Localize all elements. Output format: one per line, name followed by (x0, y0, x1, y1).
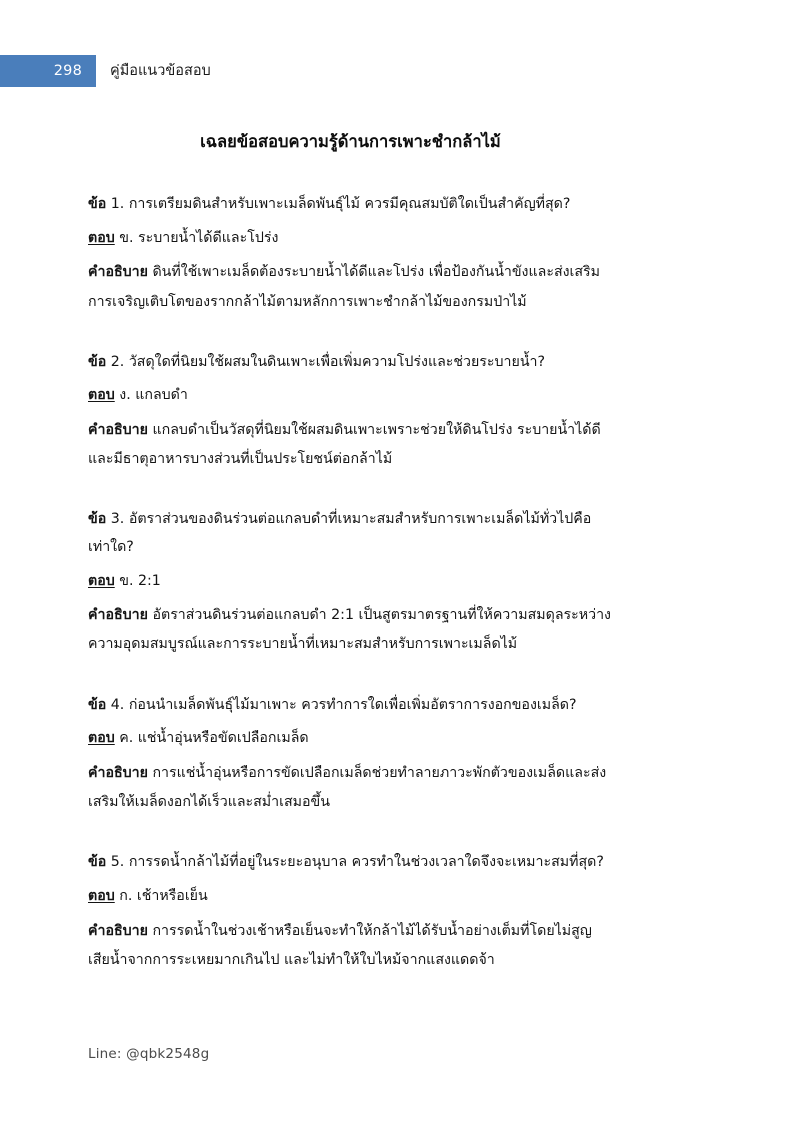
explanation-text: แกลบดำเป็นวัสดุที่นิยมใช้ผสมดินเพาะเพราะช่วยให้ดินโปร่ง ระบายน้ำได้ดี และมีธาตุอาหารบางส่วนที่เป็นประโยชน์ต่อกล้าไม้ (88, 422, 601, 468)
qa-item (88, 506, 613, 659)
answer-label: ตอบ (88, 887, 115, 904)
question-line (88, 349, 613, 377)
explanation-text: การแช่น้ำอุ่นหรือการขัดเปลือกเมล็ดช่วยทำลายภาวะพักตัวของเมล็ดและส่งเสริมให้เมล็ดงอกได้เร็วและสม่ำเสมอขึ้น (88, 764, 607, 811)
question-number: 4. (110, 696, 125, 713)
question-text: อัตราส่วนของดินร่วนต่อแกลบดำที่เหมาะสมสำหรับการเพาะเมล็ดไม้ทั่วไปคือเท่าใด? (88, 511, 592, 555)
answer-text: ค. แช่น้ำอุ่นหรือขัดเปลือกเมล็ด (119, 730, 309, 747)
answer-text: ข. 2:1 (119, 572, 161, 589)
explanation-label: คำอธิบาย (88, 422, 148, 439)
explanation-line (88, 917, 613, 975)
question-number: 5. (110, 854, 125, 871)
answer-label: ตอบ (88, 572, 115, 589)
page-running-header (0, 55, 794, 87)
explanation-text: ดินที่ใช้เพาะเมล็ดต้องระบายน้ำได้ดีและโปร่ง เพื่อป้องกันน้ำขังและส่งเสริมการเจริญเติบโตของรากกล้าไม้ตามหลักการเพาะชำกล้าไม้ของกรมป่าไม้ (88, 264, 601, 310)
answer-line (88, 568, 613, 596)
explanation-label: คำอธิบาย (88, 264, 148, 281)
question-label: ข้อ (88, 196, 107, 213)
answer-label: ตอบ (88, 229, 115, 246)
footer-contact: Line: @qbk2548g (88, 1046, 210, 1062)
page-content (88, 130, 613, 975)
page-number: 298 (53, 62, 82, 79)
explanation-line (88, 601, 613, 659)
explanation-line (88, 416, 613, 474)
question-line (88, 849, 613, 877)
question-label: ข้อ (88, 854, 107, 871)
answer-text: ก. เช้าหรือเย็น (119, 887, 208, 904)
explanation-line (88, 258, 613, 316)
page-title: เฉลยข้อสอบความรู้ด้านการเพาะชำกล้าไม้ (200, 132, 501, 151)
answer-line (88, 382, 613, 410)
question-number: 2. (110, 353, 125, 370)
answer-line (88, 725, 613, 753)
question-line (88, 191, 613, 219)
qa-item (88, 349, 613, 475)
answer-line (88, 225, 613, 253)
answer-line (88, 883, 613, 911)
question-text: การรดน้ำกล้าไม้ที่อยู่ในระยะอนุบาล ควรทำในช่วงเวลาใดจึงจะเหมาะสมที่สุด? (128, 854, 604, 871)
question-label: ข้อ (88, 511, 107, 528)
explanation-label: คำอธิบาย (88, 764, 148, 781)
qa-item (88, 692, 613, 818)
question-answer-list (88, 191, 613, 975)
explanation-label: คำอธิบาย (88, 607, 148, 624)
question-text: วัสดุใดที่นิยมใช้ผสมในดินเพาะเพื่อเพิ่มความโปร่งและช่วยระบายน้ำ? (128, 353, 546, 370)
header-book-title: คู่มือแนวข้อสอบ (110, 62, 211, 79)
explanation-label: คำอธิบาย (88, 922, 148, 939)
question-line (88, 692, 613, 720)
answer-text: ข. ระบายน้ำได้ดีและโปร่ง (119, 229, 279, 246)
question-text: ก่อนนำเมล็ดพันธุ์ไม้มาเพาะ ควรทำการใดเพื่อเพิ่มอัตราการงอกของเมล็ด? (128, 696, 577, 713)
explanation-line (88, 759, 613, 817)
explanation-text: การรดน้ำในช่วงเช้าหรือเย็นจะทำให้กล้าไม้ได้รับน้ำอย่างเต็มที่โดยไม่สูญเสียน้ำจากการระเหยมากเกินไป และไม่ทำให้ใบไหม้จากแสงแดดจ้า (88, 922, 592, 968)
question-text: การเตรียมดินสำหรับเพาะเมล็ดพันธุ์ไม้ ควรมีคุณสมบัติใดเป็นสำคัญที่สุด? (128, 196, 571, 213)
answer-text: ง. แกลบดำ (119, 387, 188, 404)
question-line (88, 506, 613, 561)
question-number: 1. (110, 196, 125, 213)
question-label: ข้อ (88, 696, 107, 713)
question-label: ข้อ (88, 353, 107, 370)
page-number-badge (0, 55, 96, 87)
question-number: 3. (110, 511, 125, 528)
qa-item (88, 849, 613, 975)
explanation-text: อัตราส่วนดินร่วนต่อแกลบดำ 2:1 เป็นสูตรมาตรฐานที่ให้ความสมดุลระหว่างความอุดมสมบูรณ์และการระบายน้ำที่เหมาะสมสำหรับการเพาะเมล็ดไม้ (88, 607, 611, 653)
answer-label: ตอบ (88, 387, 115, 404)
answer-label: ตอบ (88, 730, 115, 747)
qa-item (88, 191, 613, 317)
